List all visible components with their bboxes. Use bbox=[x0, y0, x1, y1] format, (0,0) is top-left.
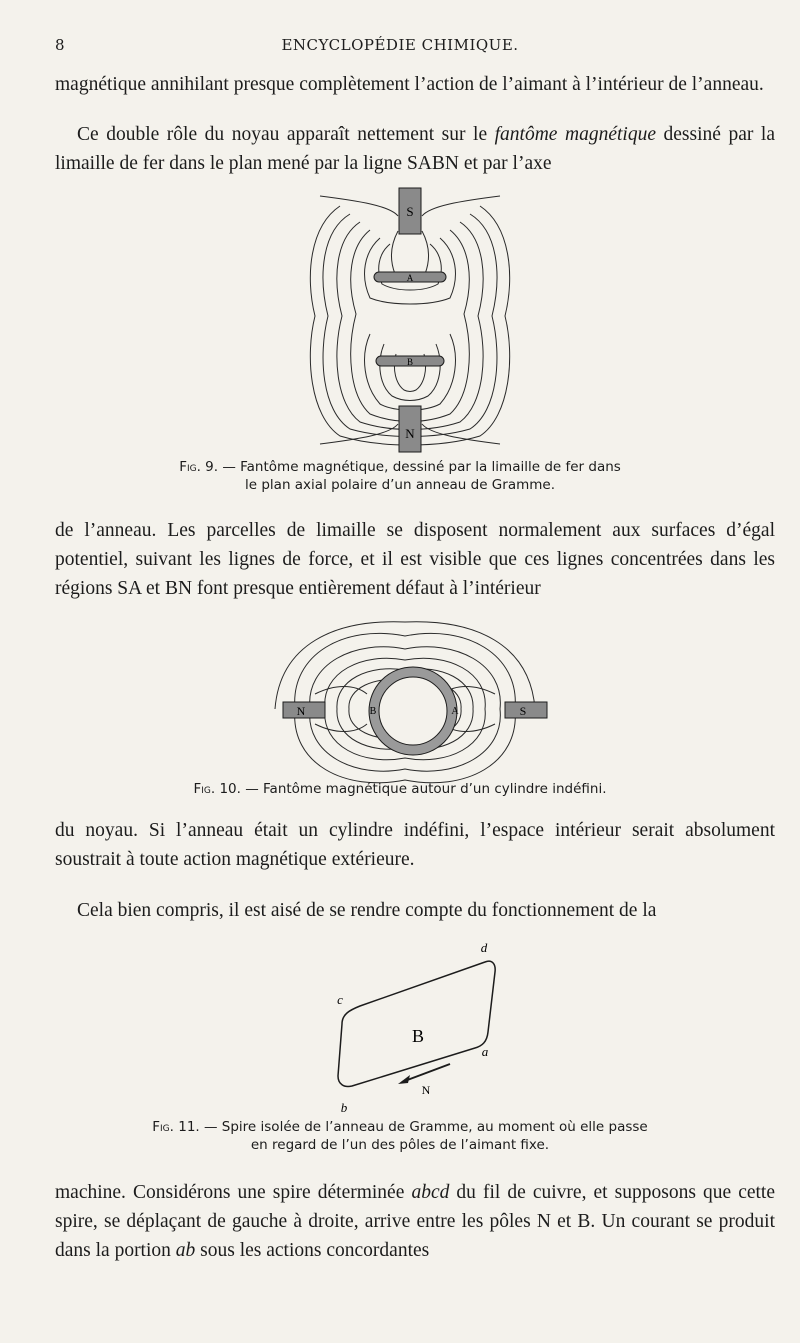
fig11-letter-a: a bbox=[481, 1044, 489, 1059]
fig11-letter-b: b bbox=[340, 1100, 348, 1114]
figure-9-drawing bbox=[300, 186, 520, 454]
fig11-arrow-head bbox=[398, 1075, 410, 1084]
fig10-letter-b: B bbox=[369, 706, 377, 717]
fig11-letter-c: c bbox=[337, 992, 343, 1007]
figure-10 bbox=[255, 614, 555, 784]
fig11-spire-loop bbox=[338, 961, 495, 1086]
figure-11 bbox=[320, 934, 520, 1114]
fig11-current-arrow bbox=[402, 1064, 450, 1082]
paragraph-6-emphasis-ab: ab bbox=[175, 1240, 196, 1261]
paragraph-5: Cela bien compris, il est aisé de se rendre compte du fonctionnement de la bbox=[77, 900, 657, 921]
figure-9-caption-text-1: — Fantôme magnétique, dessiné par la limaille de fer dans bbox=[218, 459, 621, 475]
figure-11-label: Fig. 11. bbox=[152, 1119, 200, 1135]
fig11-letter-n: N bbox=[421, 1083, 431, 1097]
paragraph-6-text-a: machine. Considérons une spire déterminée bbox=[55, 1182, 412, 1203]
paragraph-6-text-c: sous les actions concordantes bbox=[195, 1240, 430, 1261]
paragraph-6-text-b: du fil de cuivre, et supposons que cette spire, se déplaçant de gauche à droite, arrive entre les pôles N et B. Un courant se produit dans la portion bbox=[55, 1182, 775, 1261]
running-title: ENCYCLOPÉDIE CHIMIQUE. bbox=[281, 36, 519, 54]
figure-10-drawing bbox=[255, 614, 555, 784]
paragraph-1: magnétique annihilant presque complètement l’action de l’aimant à l’intérieur de l’anneau. bbox=[55, 74, 764, 95]
page-header bbox=[55, 36, 775, 60]
figure-9-caption-line-1 bbox=[0, 458, 800, 476]
figure-10-caption-text: — Fantôme magnétique autour d’un cylindre indéfini. bbox=[240, 781, 607, 797]
paragraph-2-emphasis: fantôme magnétique bbox=[494, 124, 656, 145]
fig9-letter-a: A bbox=[406, 273, 414, 283]
paragraph-2-text-b: dessiné par la limaille de fer dans le plan mené par la ligne SABN et par l’axe bbox=[55, 124, 775, 174]
figure-10-label: Fig. 10. bbox=[193, 781, 241, 797]
paragraph-3: de l’anneau. Les parcelles de limaille se disposent normalement aux surfaces d’égal potentiel, suivant les lignes de force, et il est visible que ces lignes concentrées dans les régions SA et BN font presque entièrement défaut à l’intérieur bbox=[55, 520, 775, 599]
fig10-letter-a: A bbox=[451, 706, 459, 717]
figure-9 bbox=[300, 186, 520, 454]
figure-9-label: Fig. 9. bbox=[179, 459, 219, 475]
figure-11-caption-line-1 bbox=[0, 1118, 800, 1136]
paragraph-6-emphasis-abcd: abcd bbox=[411, 1182, 450, 1203]
figure-11-caption bbox=[0, 1118, 800, 1154]
fig10-letter-n: N bbox=[296, 704, 306, 718]
fig10-letter-s: S bbox=[519, 704, 527, 718]
paragraph-2 bbox=[55, 120, 775, 178]
figure-10-caption bbox=[0, 780, 800, 798]
figure-11-drawing bbox=[320, 934, 520, 1114]
fig9-letter-s: S bbox=[406, 204, 414, 219]
figure-9-caption-line-2: le plan axial polaire d’un anneau de Gramme. bbox=[245, 477, 555, 493]
paragraph-4: du noyau. Si l’anneau était un cylindre indéfini, l’espace intérieur serait absolument soustrait à toute action magnétique extérieure. bbox=[55, 820, 775, 870]
paragraph-6 bbox=[55, 1178, 775, 1265]
fig11-letter-d: d bbox=[480, 940, 488, 955]
figure-11-caption-text-1: — Spire isolée de l’anneau de Gramme, au moment où elle passe bbox=[199, 1119, 648, 1135]
page-number: 8 bbox=[55, 36, 66, 54]
fig10-cylinder-inner bbox=[379, 677, 447, 745]
fig9-letter-n: N bbox=[405, 426, 415, 441]
figure-9-caption bbox=[0, 458, 800, 494]
paragraph-2-text-a: Ce double rôle du noyau apparaît nettement sur le bbox=[77, 124, 495, 145]
fig9-letter-b: B bbox=[406, 357, 414, 367]
fig11-letter-big-b: B bbox=[411, 1026, 425, 1046]
figure-11-caption-line-2: en regard de l’un des pôles de l’aimant fixe. bbox=[250, 1137, 550, 1153]
